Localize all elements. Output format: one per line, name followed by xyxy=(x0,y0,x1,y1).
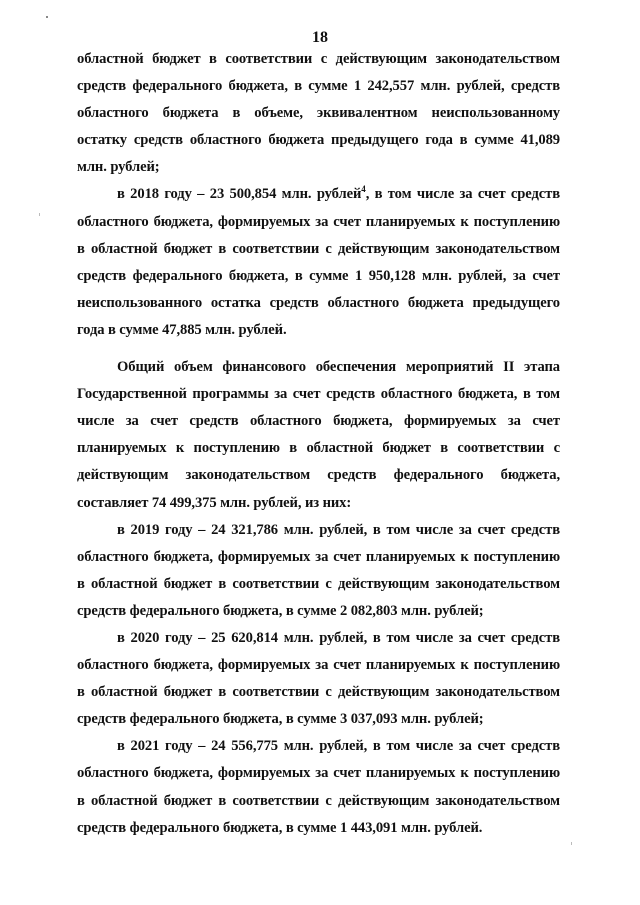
paragraph-2-text-b: , в том числе за счет средств областного бюджета, формируемых за счет планируемых к поступлению в областной бюджет в соответствии с действующим законодательством средств федерального бюджета, в сумме 1 950,128 млн. рублей, за счет неиспользованного остатка средств областного бюджета предыдущего года в сумме 47,885 млн. рублей. xyxy=(77,186,560,338)
paragraph-2 xyxy=(77,181,560,344)
document-body xyxy=(77,46,560,842)
paragraph-5: в 2020 году – 25 620,814 млн. рублей, в том числе за счет средств областного бюджета, формируемых за счет планируемых к поступлению в областной бюджет в соответствии с действующим законодательством средств федерального бюджета, в сумме 3 037,093 млн. рублей; xyxy=(77,629,560,728)
footnote-ref: 4 xyxy=(361,184,366,195)
paragraph-6: в 2021 году – 24 556,775 млн. рублей, в том числе за счет средств областного бюджета, формируемых за счет планируемых к поступлению в областной бюджет в соответствии с действующим законодательством средств федерального бюджета, в сумме 1 443,091 млн. рублей. xyxy=(77,738,560,836)
paragraph-2-text-a: в 2018 году – 23 500,854 млн. рублей xyxy=(117,186,362,203)
page-number: 18 xyxy=(312,29,328,46)
paragraph-3: Общий объем финансового обеспечения мероприятий II этапа Государственной программы за счет средств областного бюджета, в том числе за счет средств областного бюджета, формируемых за счет планируемых к поступлению в областной бюджет в соответствии с действующим законодательством средств федерального бюджета, составляет 74 499,375 млн. рублей, из них: xyxy=(77,359,560,511)
scan-speck xyxy=(39,213,40,216)
scan-speck xyxy=(571,842,572,845)
scan-speck xyxy=(46,16,48,18)
paragraph-1: областной бюджет в соответствии с действующим законодательством средств федерального бюджета, в сумме 1 242,557 млн. рублей, средств областного бюджета в объеме, эквивалентном неиспользованному остатку средств областного бюджета предыдущего года в сумме 41,089 млн. рублей; xyxy=(77,51,560,176)
paragraph-gap xyxy=(77,344,560,354)
paragraph-4: в 2019 году – 24 321,786 млн. рублей, в том числе за счет средств областного бюджета, формируемых за счет планируемых к поступлению в областной бюджет в соответствии с действующим законодательством средств федерального бюджета, в сумме 2 082,803 млн. рублей; xyxy=(77,521,560,619)
